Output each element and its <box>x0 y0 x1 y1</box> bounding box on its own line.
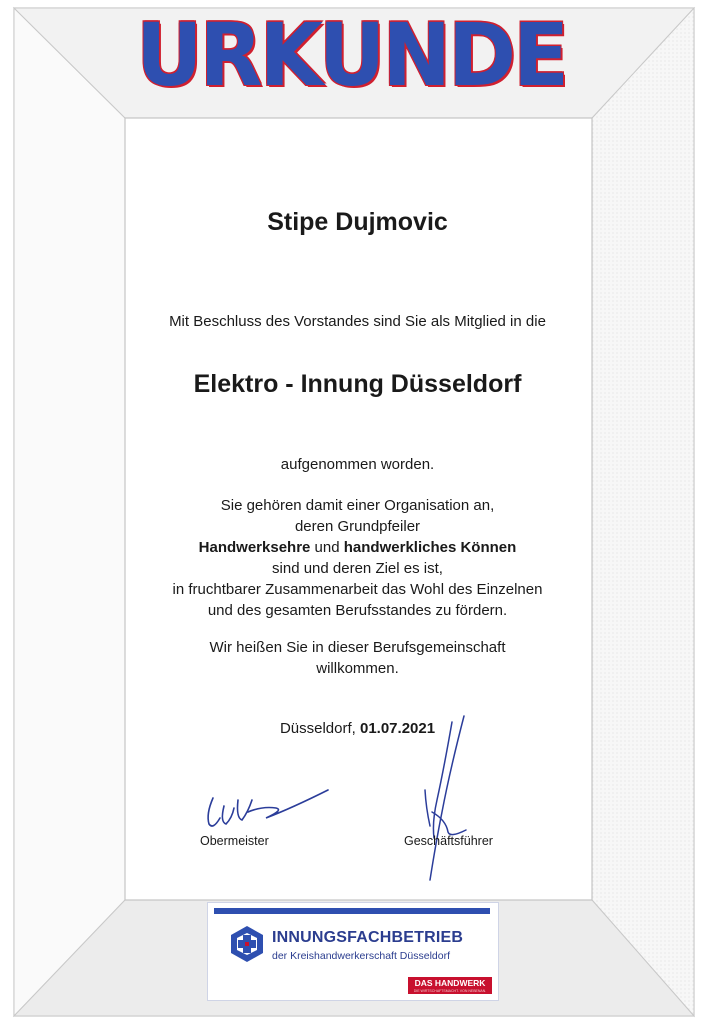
value-koennen: handwerkliches Können <box>343 539 517 556</box>
badge-top-bar <box>214 908 490 914</box>
geschaeftsfuehrer-label: Geschäftsführer <box>404 834 493 848</box>
innung-logo-icon <box>228 925 266 963</box>
date: 01.07.2021 <box>359 720 436 737</box>
das-handwerk-logo <box>408 977 492 994</box>
certificate-title: URKUNDE <box>135 6 567 106</box>
value-handwerksehre: Handwerksehre <box>198 539 311 556</box>
das-handwerk-label: DAS HANDWERK <box>414 978 486 988</box>
obermeister-label: Obermeister <box>200 834 269 848</box>
conjunction: und <box>310 539 344 556</box>
geschaeftsfuehrer-signature <box>425 716 466 880</box>
organization-name: Elektro - Innung Düsseldorf <box>193 370 522 398</box>
paragraph-line: in fruchtbarer Zusammenarbeit das Wohl des Einzelnen <box>172 581 543 598</box>
paragraph-line: Sie gehören damit einer Organisation an, <box>220 497 495 514</box>
obermeister-signature <box>208 790 328 826</box>
recipient-name: Stipe Dujmovic <box>267 208 448 236</box>
admitted-line: aufgenommen worden. <box>280 456 435 473</box>
paragraph-line: und des gesamten Berufsstandes zu fördern. <box>207 602 508 619</box>
intro-line: Mit Beschluss des Vorstandes sind Sie als Mitglied in die <box>169 313 546 330</box>
paragraph-line: deren Grundpfeiler <box>294 518 421 535</box>
welcome-line: willkommen. <box>316 660 399 677</box>
badge-subtitle: der Kreishandwerkerschaft Düsseldorf <box>272 950 450 962</box>
welcome-line: Wir heißen Sie in dieser Berufsgemeinschaft <box>209 639 506 656</box>
paragraph-line: sind und deren Ziel es ist, <box>272 560 443 577</box>
das-handwerk-tagline: DIE WIRTSCHAFTSMACHT. VON NEBENAN. <box>413 989 487 993</box>
place: Düsseldorf, <box>279 720 360 737</box>
badge-title: INNUNGSFACHBETRIEB <box>272 929 464 946</box>
innungsfachbetrieb-badge <box>207 902 499 1001</box>
